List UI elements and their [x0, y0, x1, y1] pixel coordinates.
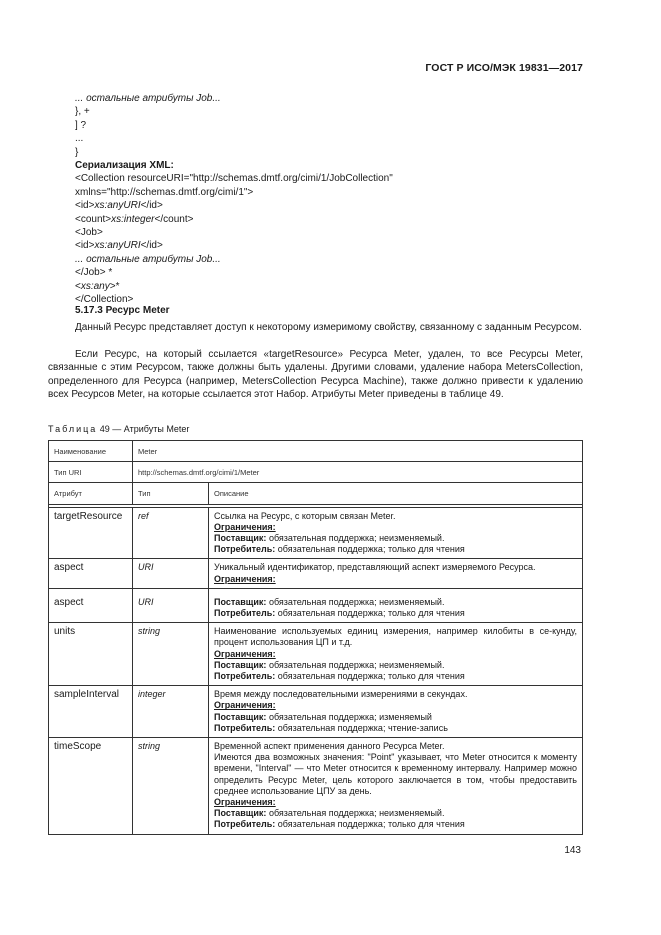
- attr-name: aspect: [49, 559, 133, 588]
- name-value: Meter: [133, 441, 583, 462]
- attr-type: ref: [133, 507, 209, 559]
- attr-description: Временной аспект применения данного Ресурса Meter. Имеются два возможных значения: "Point" указывает, что Meter относится к моменту времени, "Interval" — что Meter относится к временному интервалу. Например можно определить Ресурс Meter, цель которого заключается в том, чтобы предоставить среднее использование ЦПУ за день. Ограничения: Поставщик: обязательная поддержка; неизменяемый. Потребитель: обязательная поддержка; только для чтения: [209, 738, 583, 835]
- section-title: 5.17.3 Ресурс Meter: [75, 305, 170, 316]
- code-line: ... остальные атрибуты Job...: [75, 93, 221, 104]
- table-row: [49, 462, 583, 483]
- attr-description: Поставщик: обязательная поддержка; неизменяемый. Потребитель: обязательная поддержка; только для чтения: [209, 588, 583, 622]
- table-row: [49, 686, 583, 738]
- table-row: [49, 441, 583, 462]
- attr-description: Наименование используемых единиц измерения, например килобиты в се-кунду, процент использования ЦП и т.д. Ограничения: Поставщик: обязательная поддержка; неизменяемый. Потребитель: обязательная поддержка; только для чтения: [209, 623, 583, 686]
- table-row: [49, 507, 583, 559]
- table-row: [49, 623, 583, 686]
- table-row: [49, 559, 583, 588]
- attr-name: targetResource: [49, 507, 133, 559]
- attr-description: Время между последовательными измерениями в секундах. Ограничения: Поставщик: обязательная поддержка; изменяемый Потребитель: обязательная поддержка; чтение-запись: [209, 686, 583, 738]
- code-line: ... остальные атрибуты Job...: [75, 253, 221, 265]
- code-line: </Job> *: [75, 267, 113, 279]
- code-line: }, +: [75, 106, 90, 118]
- code-line: <id>xs:anyURI</id>: [75, 200, 163, 212]
- table-header-row: [49, 483, 583, 504]
- attr-type: string: [133, 738, 209, 835]
- code-line: ] ?: [75, 119, 87, 131]
- document-header: ГОСТ Р ИСО/МЭК 19831—2017: [425, 62, 583, 74]
- attr-type: integer: [133, 686, 209, 738]
- table-row: [49, 738, 583, 835]
- attr-type: URI: [133, 559, 209, 588]
- column-header-description: Описание: [209, 483, 583, 504]
- attr-name: units: [49, 623, 133, 686]
- attr-name: sampleInterval: [49, 686, 133, 738]
- uri-label: Тип URI: [49, 462, 133, 483]
- xml-serialization-title: Сериализация XML:: [75, 160, 174, 172]
- column-header-type: Тип: [133, 483, 209, 504]
- code-line: <xs:any>*: [75, 280, 120, 292]
- paragraph-intro: Данный Ресурс представляет доступ к некоторому измеримому свойству, связанному с заданным Ресурсом.: [75, 322, 582, 333]
- page-number: 143: [564, 845, 581, 856]
- attr-description: Ссылка на Ресурс, с которым связан Meter. Ограничения: Поставщик: обязательная поддержка; неизменяемый. Потребитель: обязательная поддержка; только для чтения: [209, 507, 583, 559]
- code-line: <Collection resourceURI="http://schemas.dmtf.org/cimi/1/JobCollection": [75, 173, 393, 185]
- code-line: ...: [75, 133, 84, 145]
- attr-type: string: [133, 623, 209, 686]
- code-line: <id>xs:anyURI</id>: [75, 240, 163, 252]
- column-header-attribute: Атрибут: [49, 483, 133, 504]
- code-line: </Collection>: [75, 294, 134, 306]
- code-line: }: [75, 146, 79, 158]
- code-listing: [75, 92, 595, 307]
- attr-name: aspect: [49, 588, 133, 622]
- uri-value: http://schemas.dmtf.org/cimi/1/Meter: [133, 462, 583, 483]
- table-row: [49, 588, 583, 622]
- attr-name: timeScope: [49, 738, 133, 835]
- code-line: <Job>: [75, 227, 103, 239]
- attr-description: Уникальный идентификатор, представляющий аспект измеряемого Ресурса. Ограничения:: [209, 559, 583, 588]
- meter-attributes-table: [48, 440, 583, 835]
- code-line: xmlns="http://schemas.dmtf.org/cimi/1">: [75, 186, 254, 198]
- code-line: <count>xs:integer</count>: [75, 213, 194, 225]
- attr-type: URI: [133, 588, 209, 622]
- paragraph-deletion: Если Ресурс, на который ссылается «targetResource» Ресурса Meter, удален, то все Ресурсы Meter, связанные с этим Ресурсом, также должны быть удалены. Другими словами, удаление набора MetersCollection, определенного для Ресурса (например, MetersCollection Ресурса Machine), также должно привести к удалению всех Ресурсов Meter, на которые ссылается этот Набор. Атрибуты Meter приведены в таблице 49.: [48, 349, 583, 401]
- name-label: Наименование: [49, 441, 133, 462]
- table-caption: Таблица 49 — Атрибуты Meter: [48, 424, 190, 434]
